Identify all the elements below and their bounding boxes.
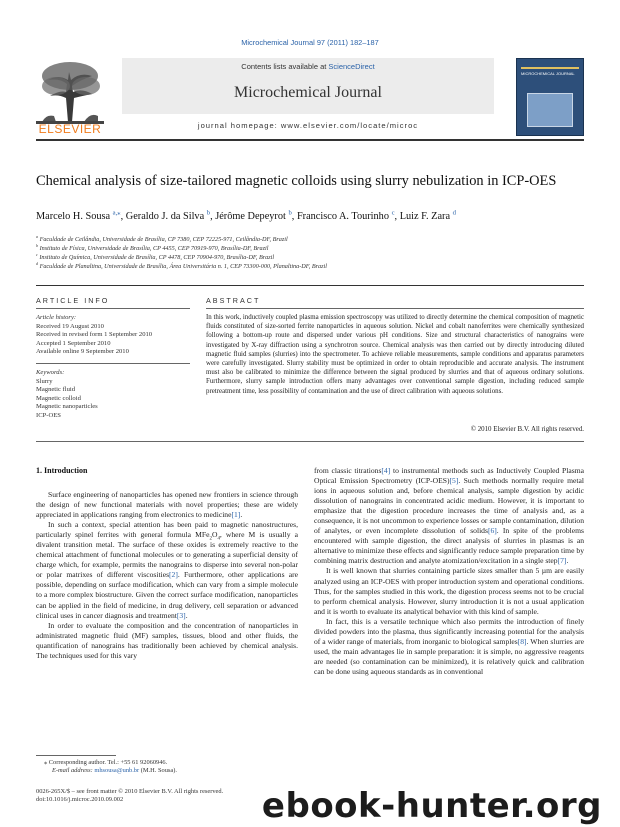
- paragraph: [36, 520, 298, 620]
- journal-homepage[interactable]: journal homepage: www.elsevier.com/locate/microc: [197, 121, 419, 130]
- affiliation: [36, 242, 584, 252]
- journal-cover[interactable]: [516, 58, 584, 136]
- author-separator: ,: [394, 211, 400, 222]
- keyword: Magnetic fluid: [36, 386, 76, 394]
- keywords: [36, 369, 172, 421]
- journal-banner: [122, 58, 494, 136]
- affiliation-text: Instituto de Química, Universidade de Brasília, CP 4478, CEP 70904-970, Brasília-DF, Brazil: [39, 254, 275, 261]
- history-item: Received 19 August 2010: [36, 322, 104, 330]
- affiliation-letter: c: [36, 251, 38, 257]
- keywords-rule: [36, 363, 190, 364]
- email-suffix: (M.H. Sousa).: [139, 767, 177, 775]
- author[interactable]: Geraldo J. da Silva: [125, 211, 205, 222]
- cover-image: [527, 93, 573, 127]
- text: . When slurries are used, the main advantages lie in sample preparation: it is simple, no aggressive reagents are needed (so contamination can be minimized), it is relatively quick and calibration can be done using aqueous standards as in conventional: [314, 636, 584, 676]
- header-rule: [36, 139, 584, 141]
- journal-name[interactable]: Microchemical Journal: [234, 84, 382, 101]
- subscript: 2: [209, 536, 212, 542]
- text: . Such methods normally require metal ions in aqueous solution and, before chemical analysis, sample digestion by acidic dissolution of nanograins in concentrated acidic medium. However, it is important to emphasize that the digestion procedure increases the time of analysis and, as a consequence, it is not uncommon to experience losses or sample contamination, dilution of analytes, or even incomplete dissolution of solids: [314, 476, 584, 536]
- text: In such a context, special attention has been paid to magnetic nanostructures, particularly spinel ferrites with general formula MFe: [36, 520, 298, 540]
- reference-link[interactable]: [3]: [176, 610, 186, 620]
- watermark: ebook-hunter.org: [261, 786, 602, 826]
- affiliation-letter: a: [36, 233, 39, 239]
- keyword: ICP-OES: [36, 411, 61, 419]
- keywords-label: Keywords:: [36, 369, 65, 376]
- abstract-bottom-rule: [36, 441, 584, 442]
- affiliation-letter: d: [36, 260, 39, 266]
- author-separator: ,: [210, 211, 216, 222]
- author-separator: ,: [291, 211, 297, 222]
- copyright: © 2010 Elsevier B.V. All rights reserved.: [470, 426, 584, 433]
- email-link[interactable]: mhsousa@unb.br: [94, 767, 140, 775]
- cover-title: MICROCHEMICAL JOURNAL: [521, 71, 575, 76]
- publisher-logo-text: ELSEVIER: [38, 122, 102, 136]
- text: .: [566, 556, 569, 566]
- affiliation: [36, 251, 584, 261]
- text: . Furthermore, other applications are possible, depending on surface modification, which can vary from a simple molecule to a more complex biostructure. Given the correct surface modification, nanoparticles can be applied in the field of medicine, in drug delivery, cell separation or advanced clinical uses in cancer diagnosis and treatment: [36, 570, 298, 620]
- abstract-rule: [206, 308, 584, 309]
- author[interactable]: Marcelo H. Sousa: [36, 211, 111, 222]
- left-column: [36, 490, 298, 661]
- affiliation: [36, 260, 584, 270]
- affiliation-text: Faculdade de Planaltina, Universidade de Brasília, Área Universitária n. 1, CEP 73300-000, Planaltina-DF, Brazil: [39, 263, 327, 270]
- contents-prefix: Contents lists available at: [241, 62, 329, 71]
- section-heading: 1. Introduction: [36, 466, 88, 475]
- author-affiliation-marker[interactable]: d: [452, 209, 456, 217]
- author-affiliation-marker[interactable]: b: [206, 209, 211, 217]
- text: .: [185, 610, 188, 620]
- email-label: E-mail address:: [52, 767, 95, 775]
- history-label: Article history:: [36, 314, 77, 321]
- reference-link[interactable]: [5]: [449, 476, 459, 486]
- abstract-heading: ABSTRACT: [206, 296, 261, 305]
- reference-link[interactable]: [2]: [169, 570, 178, 580]
- subscript: 4: [217, 536, 220, 542]
- reference-link[interactable]: [1]: [231, 510, 241, 520]
- text: from classic titrations: [314, 466, 382, 475]
- affiliation: [36, 233, 584, 243]
- text: In fact, this is a versatile technique which also permits the introduction of finely divided powders into the plasma, thus significantly increasing potential for the analysis of a wider range of materials, from inorganic to biological samples: [314, 616, 584, 646]
- affiliation-text: Faculdade de Ceilândia, Universidade de Brasília, CP 7380, CEP 72225-971, Ceilândia-DF, Brazil: [39, 236, 288, 243]
- author-affiliation-marker[interactable]: b: [288, 209, 292, 217]
- keyword: Slurry: [36, 377, 53, 385]
- footnote: [36, 759, 296, 775]
- history-item: Accepted 1 September 2010: [36, 339, 111, 347]
- text: O: [211, 530, 218, 540]
- author[interactable]: Luiz F. Zara: [399, 211, 451, 222]
- paragraph: In order to evaluate the composition and the concentration of nanoparticles in administrated magnetic fluid (MF) samples, tissues, blood and other fluids, the quantification of nanograins has traditionally been achieved by chemical analysis. The techniques used for this vary: [36, 620, 298, 660]
- cover-band: [521, 67, 579, 69]
- article-title: Chemical analysis of size-tailored magnetic colloids using slurry nebulization in ICP-OES: [36, 173, 557, 189]
- right-column: [314, 466, 584, 677]
- author-affiliation-marker[interactable]: c: [391, 209, 395, 217]
- email-line: [44, 767, 296, 775]
- paragraph: [314, 466, 584, 566]
- doi-line[interactable]: doi:10.1016/j.microc.2010.09.002: [36, 796, 124, 804]
- author-list: [36, 211, 584, 222]
- citation-line[interactable]: Microchemical Journal 97 (2011) 182–187: [241, 38, 379, 47]
- affiliation-letter: b: [36, 242, 39, 248]
- issn-line: 0026-265X/$ – see front matter © 2010 Elsevier B.V. All rights reserved.: [36, 788, 224, 795]
- author[interactable]: Jérôme Depeyrot: [215, 211, 286, 222]
- history-item: Available online 9 September 2010: [36, 348, 129, 356]
- article-info-rule: [36, 308, 190, 309]
- masthead: [36, 58, 584, 136]
- affiliation-text: Instituto de Física, Universidade de Brasília, CP 4455, CEP 70919-970, Brasília-DF, Brazil: [39, 245, 269, 252]
- keyword: Magnetic nanoparticles: [36, 403, 98, 411]
- reference-link[interactable]: [6]: [487, 526, 497, 536]
- text: , where M is usually a divalent transition metal. The surface of these oxides is extremely reactive to the chemical attachment of functional molecules or to generating a superficial density of charge which, for example, permits the nanograins to disperse into several non-polar or polar matrixes of different viscosities: [36, 530, 298, 580]
- author[interactable]: Francisco A. Tourinho: [296, 211, 389, 222]
- paragraph: [36, 490, 298, 520]
- text: Surface engineering of nanoparticles has opened new frontiers in science through the design of new functional materials with novel properties; these are widely appreciated in applications ranging from electronics to medicine: [36, 490, 298, 520]
- section-rule: [36, 285, 584, 286]
- tree-icon: [36, 58, 104, 124]
- contents-line: [122, 62, 494, 71]
- text: . In spite of the problems encountered with sample digestion, the direct analysis of slurries in plasmas is an alternative to minimize these effects and significantly reduce sample preparation time by combining matrix destruction and analyte atomization/excitation in a single step: [314, 526, 584, 566]
- elsevier-logo[interactable]: [36, 58, 104, 136]
- history-item: Received in revised form 1 September 2010: [36, 331, 153, 339]
- keyword: Magnetic colloid: [36, 394, 81, 402]
- sciencedirect-link[interactable]: ScienceDirect: [328, 62, 375, 71]
- text: .: [240, 510, 243, 520]
- footnote-rule: [36, 755, 116, 756]
- article-info-heading: ARTICLE INFO: [36, 296, 110, 305]
- paragraph: [314, 617, 584, 677]
- reference-link[interactable]: [7]: [557, 556, 567, 566]
- corresponding-author: ⁎ Corresponding author. Tel.: +55 61 92060946.: [44, 759, 168, 766]
- article-history: [36, 314, 172, 357]
- author-separator: ,: [120, 211, 126, 222]
- paragraph: It is well known that slurries containing particle sizes smaller than 5 µm are easily analyzed using an ICP-OES with proper introduction system and operational conditions. Thus, for the samples studied in this work, the digestion process seems not to be crucial to perform chemical analysis. However, slurry introduction it is not a usual application and it is worth to evaluate its analytical behavior with this kind of sample.: [314, 566, 584, 616]
- reference-link[interactable]: [8]: [517, 636, 527, 646]
- reference-link[interactable]: [4]: [381, 466, 391, 475]
- abstract-text: In this work, inductively coupled plasma emission spectroscopy was utilized to directly determine the chemical composition of magnetic fluids constituted of size-sorted ferrite nanoparticles in aqueous solution. Nickel and cobalt nanoferrites were chemically synthesized following a bottom-up route and dispersed under various pH conditions. Size and structural characteristics of nanograins were investigated by X-ray diffraction using a synchrotron source. Chemical analysis was then carried out by directly introducing diluted magnetic fluid samples (slurries) into the spectrometer. To achieve reliable measurements, sample conditions and apparatus parameters were carefully investigated. Slurry stability must be optimized in order to obtain reproducible and accurate analysis. The instrument must also be calibrated to minimize the difference between the signal produced by slurries and that of aqueous ordinary solutions. Furthermore, slurry sample introduction offers many advantages over conventional sample digestion, including reduced sample pretreatment time, less possibility of contamination and the use of direct calibration with aqueous solutions.: [206, 314, 584, 395]
- author-affiliation-marker[interactable]: a,⁎: [112, 209, 121, 217]
- text: to instrumental methods such as Inductively Coupled Plasma Optical Emission Spectrometry (ICP-OES): [314, 466, 584, 486]
